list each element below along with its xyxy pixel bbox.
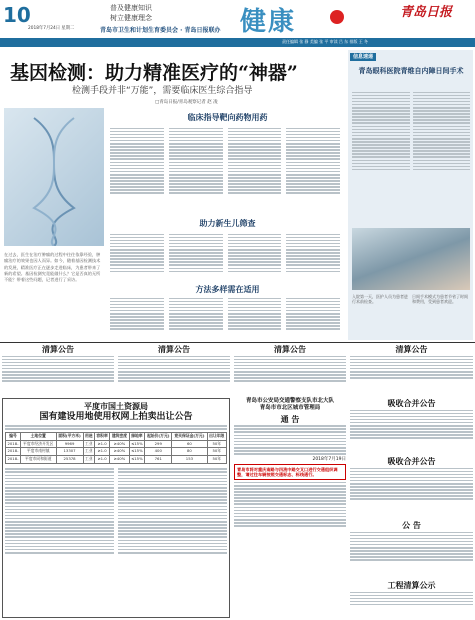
table-cell: 2018- bbox=[6, 448, 21, 456]
table-cell: 工业 bbox=[83, 456, 94, 464]
sidebar-caption-1: 入院第一天，医护人员为患者进行术前检查。 bbox=[352, 294, 408, 304]
slogan-1: 普及健康知识 bbox=[110, 4, 152, 12]
sidebar-photo bbox=[352, 228, 470, 290]
th-green: 绿地率 bbox=[129, 432, 145, 440]
table-cell: 9969 bbox=[56, 440, 83, 448]
th-use: 用途 bbox=[83, 432, 94, 440]
cohost-line: 青岛市卫生和计划生育委员会 · 青岛日报联办 bbox=[100, 27, 221, 34]
table-row bbox=[6, 456, 227, 464]
land-title-1: 平度市国土资源局 bbox=[84, 401, 148, 411]
traffic-red-notice: 青岛市将对重庆南路与四流中路交叉口进行交通组织调整，请过往车辆按照交通标志、标线通行。 bbox=[234, 464, 346, 480]
table-cell: ≥40% bbox=[110, 440, 129, 448]
section-title: 健康 bbox=[240, 7, 297, 37]
lead-byline: □青岛日报/青岛观察记者 赵 凌 bbox=[155, 100, 218, 105]
subhead-2: 助力新生儿筛查 bbox=[199, 218, 256, 228]
brand-logo: 青岛日报 bbox=[400, 5, 453, 20]
sidebar-body bbox=[352, 90, 470, 172]
notice-4 bbox=[350, 344, 473, 396]
th-deposit: 竞买保证金(万元) bbox=[172, 432, 207, 440]
table-cell: 400 bbox=[145, 448, 172, 456]
table-cell: 153 bbox=[172, 456, 207, 464]
col-2 bbox=[169, 126, 223, 216]
land-notice bbox=[2, 398, 230, 618]
traffic-title-2: 青岛市市北区城市管理局 bbox=[259, 404, 321, 411]
section-badge bbox=[330, 10, 344, 24]
lead-subtitle: 检测手段并非“万能”，需要临床医生综合指导 bbox=[72, 86, 253, 96]
subhead-1: 临床指导靶向药物用药 bbox=[187, 112, 268, 122]
th-no: 编号 bbox=[6, 432, 21, 440]
land-title-2: 国有建设用地使用权网上拍卖出让公告 bbox=[39, 412, 193, 422]
article-body-3 bbox=[110, 296, 340, 336]
table-cell: 50年 bbox=[207, 448, 226, 456]
table-cell: ≤15% bbox=[129, 440, 145, 448]
notice-2 bbox=[118, 344, 230, 396]
land-table bbox=[5, 432, 227, 464]
lead-photo bbox=[4, 108, 104, 246]
traffic-title-1: 青岛市公安局交通警察支队市北大队 bbox=[245, 398, 334, 404]
date-line: 2018年7月24日 星期二 bbox=[28, 26, 75, 31]
dna-illustration bbox=[4, 108, 104, 246]
table-cell: 50年 bbox=[207, 456, 226, 464]
article-body-2 bbox=[110, 232, 340, 282]
table-cell: 50年 bbox=[207, 440, 226, 448]
th-far: 容积率 bbox=[94, 432, 109, 440]
notice-1 bbox=[2, 344, 114, 396]
table-cell: 60 bbox=[172, 440, 207, 448]
page-number: 10 bbox=[3, 3, 31, 27]
table-row bbox=[6, 448, 227, 456]
traffic-date: 2018年7月19日 bbox=[312, 456, 346, 462]
th-years: 出让年限 bbox=[207, 432, 226, 440]
sidebar-caption-2: 日间手术模式为患者节省了时间和费用，受到患者欢迎。 bbox=[412, 294, 468, 304]
col-1 bbox=[110, 126, 164, 216]
lead-intro: 在过去，医生在治疗肿瘤的过程中往往依靠经验，肿瘤治疗的效果也因人而异。如今，随着基因检测技术的发展，精准医疗正在逐步走进临床，为患者带来了新的希望。基因检测究竟能做什么？它是否真的无所不能？带着这些问题，记者进行了采访。 bbox=[4, 252, 101, 283]
table-cell: ≥1.0 bbox=[94, 448, 109, 456]
th-density: 建筑密度 bbox=[110, 432, 129, 440]
table-cell: ≥40% bbox=[110, 456, 129, 464]
notice-merge-1 bbox=[350, 398, 473, 454]
table-cell: ≥40% bbox=[110, 448, 129, 456]
notice-2-title: 清算公告 bbox=[158, 344, 190, 354]
notice-public bbox=[350, 520, 473, 578]
editor-line: 责任编辑 张 静 美编 张 平 审读 吕 东 排版 王 冬 bbox=[282, 39, 368, 44]
table-cell: 平度市经济开发区 bbox=[20, 440, 56, 448]
land-table-header bbox=[6, 432, 227, 440]
traffic-title-3: 通 告 bbox=[280, 413, 300, 424]
notice-merge-2-title: 吸收合并公告 bbox=[387, 456, 436, 466]
slogan-2: 树立健康理念 bbox=[110, 14, 152, 22]
notice-project bbox=[350, 580, 473, 618]
separator bbox=[0, 342, 475, 343]
table-cell: ≤15% bbox=[129, 456, 145, 464]
sidebar bbox=[348, 50, 473, 340]
col-4 bbox=[286, 126, 340, 216]
lead-title: 基因检测：助力精准医疗的“神器” bbox=[10, 62, 298, 84]
notice-merge-1-title: 吸收合并公告 bbox=[387, 398, 436, 408]
article-body-1 bbox=[110, 126, 340, 216]
table-cell: 平度市同和街道 bbox=[20, 456, 56, 464]
sidebar-title: 青岛眼科医院青维自内障日间手术 bbox=[358, 66, 464, 75]
notice-public-title: 公 告 bbox=[402, 520, 421, 530]
table-cell: 13307 bbox=[56, 448, 83, 456]
table-cell: 2018- bbox=[6, 440, 21, 448]
th-location: 土地位置 bbox=[20, 432, 56, 440]
th-area: 面积(平方米) bbox=[56, 432, 83, 440]
table-row bbox=[6, 440, 227, 448]
table-cell: ≥1.0 bbox=[94, 440, 109, 448]
th-start-price: 起始价(万元) bbox=[145, 432, 172, 440]
table-cell: ≥1.0 bbox=[94, 456, 109, 464]
table-cell: 25378 bbox=[56, 456, 83, 464]
table-cell: 761 bbox=[145, 456, 172, 464]
table-cell: 平度市南村镇 bbox=[20, 448, 56, 456]
sidebar-tag: 信息速递 bbox=[350, 53, 376, 61]
traffic-notice bbox=[234, 398, 346, 618]
col-3 bbox=[228, 126, 282, 216]
notice-3 bbox=[234, 344, 346, 396]
subhead-3: 方法多样需在适用 bbox=[195, 284, 260, 294]
notice-4-title: 清算公告 bbox=[395, 344, 428, 354]
notice-project-title: 工程清算公示 bbox=[387, 580, 436, 590]
table-cell: 2018- bbox=[6, 456, 21, 464]
table-cell: 工业 bbox=[83, 440, 94, 448]
table-cell: 299 bbox=[145, 440, 172, 448]
table-cell: 80 bbox=[172, 448, 207, 456]
table-cell: ≤15% bbox=[129, 448, 145, 456]
notice-merge-2 bbox=[350, 456, 473, 518]
header-bar bbox=[0, 38, 475, 47]
notice-1-title: 清算公告 bbox=[42, 344, 74, 354]
notice-3-title: 清算公告 bbox=[274, 344, 306, 354]
table-cell: 工业 bbox=[83, 448, 94, 456]
